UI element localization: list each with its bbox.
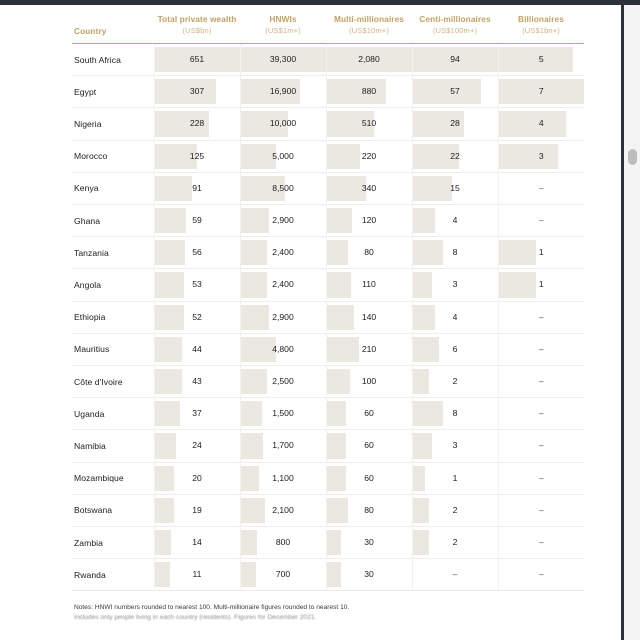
cell-value: 53	[192, 279, 202, 290]
cell-value: 1	[538, 279, 544, 290]
cell-value: 140	[361, 311, 377, 322]
cell-value: 52	[192, 311, 202, 322]
cell-value: –	[538, 215, 544, 226]
cell-value: 2,080	[358, 54, 380, 64]
cell-value: 60	[364, 440, 374, 451]
cell-value: –	[538, 504, 544, 515]
document-page	[0, 5, 621, 640]
cell-centi-millionaires	[412, 237, 498, 269]
cell-value: 2	[452, 504, 458, 515]
cell-billionaires	[498, 333, 584, 365]
cell-country: Mozambique	[72, 462, 154, 494]
cell-value: 20	[192, 472, 202, 483]
cell-value: 510	[361, 118, 377, 129]
wealth-table-container	[72, 14, 584, 591]
cell-multi-millionaires	[326, 333, 412, 365]
cell-value: –	[538, 440, 544, 451]
cell-value: 4	[452, 311, 458, 322]
cell-value: –	[538, 311, 544, 322]
cell-centi-millionaires	[412, 140, 498, 172]
cell-value: 4	[452, 215, 458, 226]
cell-value: 2,900	[272, 311, 294, 322]
column-header-centi-millionaires-label: Centi-millionaires	[419, 14, 491, 24]
column-header-hnwis-unit: (US$1m+)	[265, 25, 301, 35]
cell-billionaires	[498, 269, 584, 301]
cell-hnwis	[240, 269, 326, 301]
cell-value: 8,500	[272, 182, 294, 193]
cell-value: 94	[450, 54, 460, 64]
cell-multi-millionaires	[326, 76, 412, 108]
table-row	[72, 172, 584, 204]
cell-value: 1,700	[272, 440, 294, 451]
cell-value: 3	[538, 150, 544, 161]
cell-total-private-wealth	[154, 108, 240, 140]
cell-centi-millionaires	[412, 172, 498, 204]
cell-hnwis	[240, 494, 326, 526]
cell-total-private-wealth	[154, 430, 240, 462]
cell-value: 16,900	[269, 86, 297, 97]
cell-value: 220	[361, 150, 377, 161]
cell-value: 6	[452, 343, 458, 354]
cell-value: –	[538, 537, 544, 548]
cell-value: 15	[450, 182, 460, 193]
column-header-billionaires-label: Billionaires	[518, 14, 564, 24]
cell-hnwis	[240, 333, 326, 365]
cell-multi-millionaires	[326, 237, 412, 269]
cell-value: –	[452, 569, 458, 580]
cell-value: 37	[192, 408, 202, 419]
cell-multi-millionaires	[326, 462, 412, 494]
cell-billionaires	[498, 301, 584, 333]
column-header-country[interactable]	[72, 14, 154, 44]
cell-value: 3	[452, 440, 458, 451]
cell-value: 8	[452, 247, 458, 258]
cell-centi-millionaires	[412, 494, 498, 526]
cell-billionaires	[498, 430, 584, 462]
cell-hnwis	[240, 172, 326, 204]
cell-centi-millionaires	[412, 398, 498, 430]
cell-billionaires	[498, 494, 584, 526]
cell-billionaires	[498, 205, 584, 237]
cell-country: Angola	[72, 269, 154, 301]
cell-value: –	[538, 376, 544, 387]
cell-value: 60	[364, 472, 374, 483]
cell-value: 110	[362, 279, 376, 290]
cell-value: 24	[192, 440, 202, 451]
cell-value: 651	[189, 54, 205, 64]
cell-value: 4	[538, 118, 544, 129]
cell-value: 59	[192, 215, 202, 226]
cell-billionaires	[498, 527, 584, 559]
table-row	[72, 527, 584, 559]
cell-multi-millionaires	[326, 301, 412, 333]
cell-billionaires	[498, 462, 584, 494]
cell-multi-millionaires	[326, 559, 412, 591]
cell-country: Kenya	[72, 172, 154, 204]
cell-value: 22	[450, 150, 460, 161]
cell-value: 30	[364, 537, 374, 548]
cell-billionaires	[498, 237, 584, 269]
cell-multi-millionaires	[326, 108, 412, 140]
cell-value: 5	[538, 54, 544, 64]
cell-value: –	[538, 472, 544, 483]
cell-total-private-wealth	[154, 205, 240, 237]
table-row	[72, 269, 584, 301]
cell-total-private-wealth	[154, 237, 240, 269]
cell-total-private-wealth	[154, 494, 240, 526]
table-row	[72, 301, 584, 333]
cell-hnwis	[240, 237, 326, 269]
cell-value: 44	[192, 343, 202, 354]
table-row	[72, 559, 584, 591]
cell-multi-millionaires	[326, 398, 412, 430]
column-header-billionaires-unit: (US$1bn+)	[522, 25, 560, 35]
cell-hnwis	[240, 140, 326, 172]
table-notes	[74, 603, 544, 623]
cell-country: Uganda	[72, 398, 154, 430]
cell-value: 1,100	[272, 472, 294, 483]
cell-billionaires	[498, 398, 584, 430]
table-row	[72, 430, 584, 462]
cell-multi-millionaires	[326, 527, 412, 559]
cell-total-private-wealth	[154, 76, 240, 108]
cell-hnwis	[240, 398, 326, 430]
cell-value: 2	[452, 376, 458, 387]
table-row	[72, 237, 584, 269]
column-header-billionaires[interactable]	[498, 14, 584, 44]
cell-hnwis	[240, 559, 326, 591]
cell-value: 700	[275, 569, 291, 580]
cell-value: 2,100	[272, 504, 294, 515]
cell-value: –	[538, 569, 544, 580]
table-notes-line-1: Notes: HNWI numbers rounded to nearest 100. Multi-millionaire figures rounded to nearest 10.	[74, 604, 350, 611]
table-row	[72, 494, 584, 526]
cell-value: –	[538, 408, 544, 419]
cell-total-private-wealth	[154, 140, 240, 172]
cell-value: 39,300	[269, 54, 297, 64]
cell-hnwis	[240, 44, 326, 76]
cell-centi-millionaires	[412, 366, 498, 398]
table-head	[72, 14, 584, 44]
cell-multi-millionaires	[326, 366, 412, 398]
cell-billionaires	[498, 108, 584, 140]
cell-country: Tanzania	[72, 237, 154, 269]
cell-value: 10,000	[269, 118, 297, 129]
cell-country: Namibia	[72, 430, 154, 462]
cell-centi-millionaires	[412, 44, 498, 76]
cell-multi-millionaires	[326, 494, 412, 526]
cell-hnwis	[240, 108, 326, 140]
cell-hnwis	[240, 430, 326, 462]
cell-value: 7	[538, 86, 544, 97]
cell-value: 228	[189, 118, 205, 129]
column-header-multi-millionaires-unit: (US$10m+)	[349, 25, 389, 35]
cell-value: 91	[192, 182, 202, 193]
cell-value: 2,500	[272, 376, 294, 387]
cell-value: 11	[192, 569, 202, 580]
cell-total-private-wealth	[154, 462, 240, 494]
column-header-country-label: Country	[74, 25, 107, 36]
cell-value: 57	[450, 86, 460, 97]
cell-multi-millionaires	[326, 430, 412, 462]
scrollbar-thumb[interactable]	[628, 149, 637, 165]
cell-value: 14	[192, 537, 202, 548]
cell-value: 100	[361, 376, 377, 387]
column-header-total-private-wealth[interactable]	[154, 14, 240, 44]
table-body	[72, 44, 584, 591]
cell-value: 60	[364, 408, 374, 419]
cell-country: Nigeria	[72, 108, 154, 140]
cell-country: Ethiopia	[72, 301, 154, 333]
table-row	[72, 333, 584, 365]
cell-value: 340	[361, 182, 377, 193]
cell-total-private-wealth	[154, 301, 240, 333]
cell-value: 2,900	[272, 215, 294, 226]
column-header-centi-millionaires-unit: (US$100m+)	[432, 25, 478, 35]
cell-value: 1	[538, 247, 544, 258]
cell-value: 28	[450, 118, 460, 129]
cell-hnwis	[240, 527, 326, 559]
cell-centi-millionaires	[412, 76, 498, 108]
cell-total-private-wealth	[154, 172, 240, 204]
cell-value: 80	[364, 247, 374, 258]
column-header-total-private-wealth-unit: (US$bn)	[182, 25, 212, 35]
cell-centi-millionaires	[412, 301, 498, 333]
column-header-multi-millionaires-label: Multi-millionaires	[333, 14, 405, 24]
table-row	[72, 366, 584, 398]
cell-billionaires	[498, 366, 584, 398]
cell-country: Egypt	[72, 76, 154, 108]
cell-value: 2	[452, 537, 458, 548]
table-row	[72, 462, 584, 494]
cell-value: 120	[361, 215, 377, 226]
cell-value: 2,400	[272, 279, 294, 290]
cell-value: 56	[192, 247, 202, 258]
column-header-total-private-wealth-label: Total private wealth	[157, 14, 237, 24]
cell-centi-millionaires	[412, 269, 498, 301]
cell-value: 2,400	[272, 247, 294, 258]
cell-hnwis	[240, 205, 326, 237]
table-header-row	[72, 14, 584, 44]
table-row	[72, 44, 584, 76]
cell-billionaires	[498, 172, 584, 204]
cell-value: 5,000	[272, 150, 294, 161]
cell-value: 210	[361, 343, 377, 354]
cell-value: 800	[275, 537, 291, 548]
cell-billionaires	[498, 140, 584, 172]
cell-centi-millionaires	[412, 430, 498, 462]
cell-hnwis	[240, 462, 326, 494]
cell-hnwis	[240, 76, 326, 108]
table-row	[72, 205, 584, 237]
cell-total-private-wealth	[154, 398, 240, 430]
cell-value: 30	[364, 569, 374, 580]
cell-value: 80	[364, 504, 374, 515]
cell-country: Botswana	[72, 494, 154, 526]
cell-value: 43	[192, 376, 202, 387]
cell-centi-millionaires	[412, 559, 498, 591]
cell-total-private-wealth	[154, 269, 240, 301]
cell-centi-millionaires	[412, 333, 498, 365]
cell-billionaires	[498, 44, 584, 76]
table-row	[72, 76, 584, 108]
cell-centi-millionaires	[412, 527, 498, 559]
cell-billionaires	[498, 76, 584, 108]
cell-value: 3	[452, 279, 458, 290]
cell-country: Mauritius	[72, 333, 154, 365]
cell-value: 19	[192, 504, 202, 515]
cell-hnwis	[240, 366, 326, 398]
cell-country: Ghana	[72, 205, 154, 237]
cell-country: Zambia	[72, 527, 154, 559]
cell-value: –	[538, 182, 544, 193]
cell-multi-millionaires	[326, 140, 412, 172]
column-header-hnwis-label: HNWIs	[269, 14, 297, 24]
cell-billionaires	[498, 559, 584, 591]
cell-total-private-wealth	[154, 333, 240, 365]
cell-value: –	[538, 343, 544, 354]
cell-value: 1	[452, 472, 458, 483]
cell-total-private-wealth	[154, 44, 240, 76]
cell-country: Côte d'Ivoire	[72, 366, 154, 398]
cell-centi-millionaires	[412, 462, 498, 494]
cell-country: Rwanda	[72, 559, 154, 591]
cell-value: 8	[452, 408, 458, 419]
cell-value: 125	[189, 150, 205, 161]
column-header-hnwis[interactable]	[240, 14, 326, 44]
column-header-multi-millionaires[interactable]	[326, 14, 412, 44]
cell-multi-millionaires	[326, 269, 412, 301]
table-row	[72, 398, 584, 430]
table-notes-line-2: Includes only people living in each country (residents). Figures for December 2021.	[74, 614, 317, 621]
cell-total-private-wealth	[154, 366, 240, 398]
vertical-scrollbar[interactable]	[624, 5, 640, 640]
cell-hnwis	[240, 301, 326, 333]
cell-total-private-wealth	[154, 559, 240, 591]
cell-value: 880	[361, 86, 377, 97]
table-row	[72, 140, 584, 172]
cell-country: Morocco	[72, 140, 154, 172]
cell-country: South Africa	[72, 44, 154, 76]
cell-multi-millionaires	[326, 205, 412, 237]
cell-multi-millionaires	[326, 172, 412, 204]
cell-value: 1,500	[272, 408, 294, 419]
cell-value: 307	[189, 86, 205, 97]
cell-centi-millionaires	[412, 108, 498, 140]
column-header-centi-millionaires[interactable]	[412, 14, 498, 44]
wealth-table	[72, 14, 584, 591]
cell-multi-millionaires	[326, 44, 412, 76]
cell-centi-millionaires	[412, 205, 498, 237]
table-row	[72, 108, 584, 140]
cell-total-private-wealth	[154, 527, 240, 559]
cell-value: 4,800	[272, 343, 294, 354]
